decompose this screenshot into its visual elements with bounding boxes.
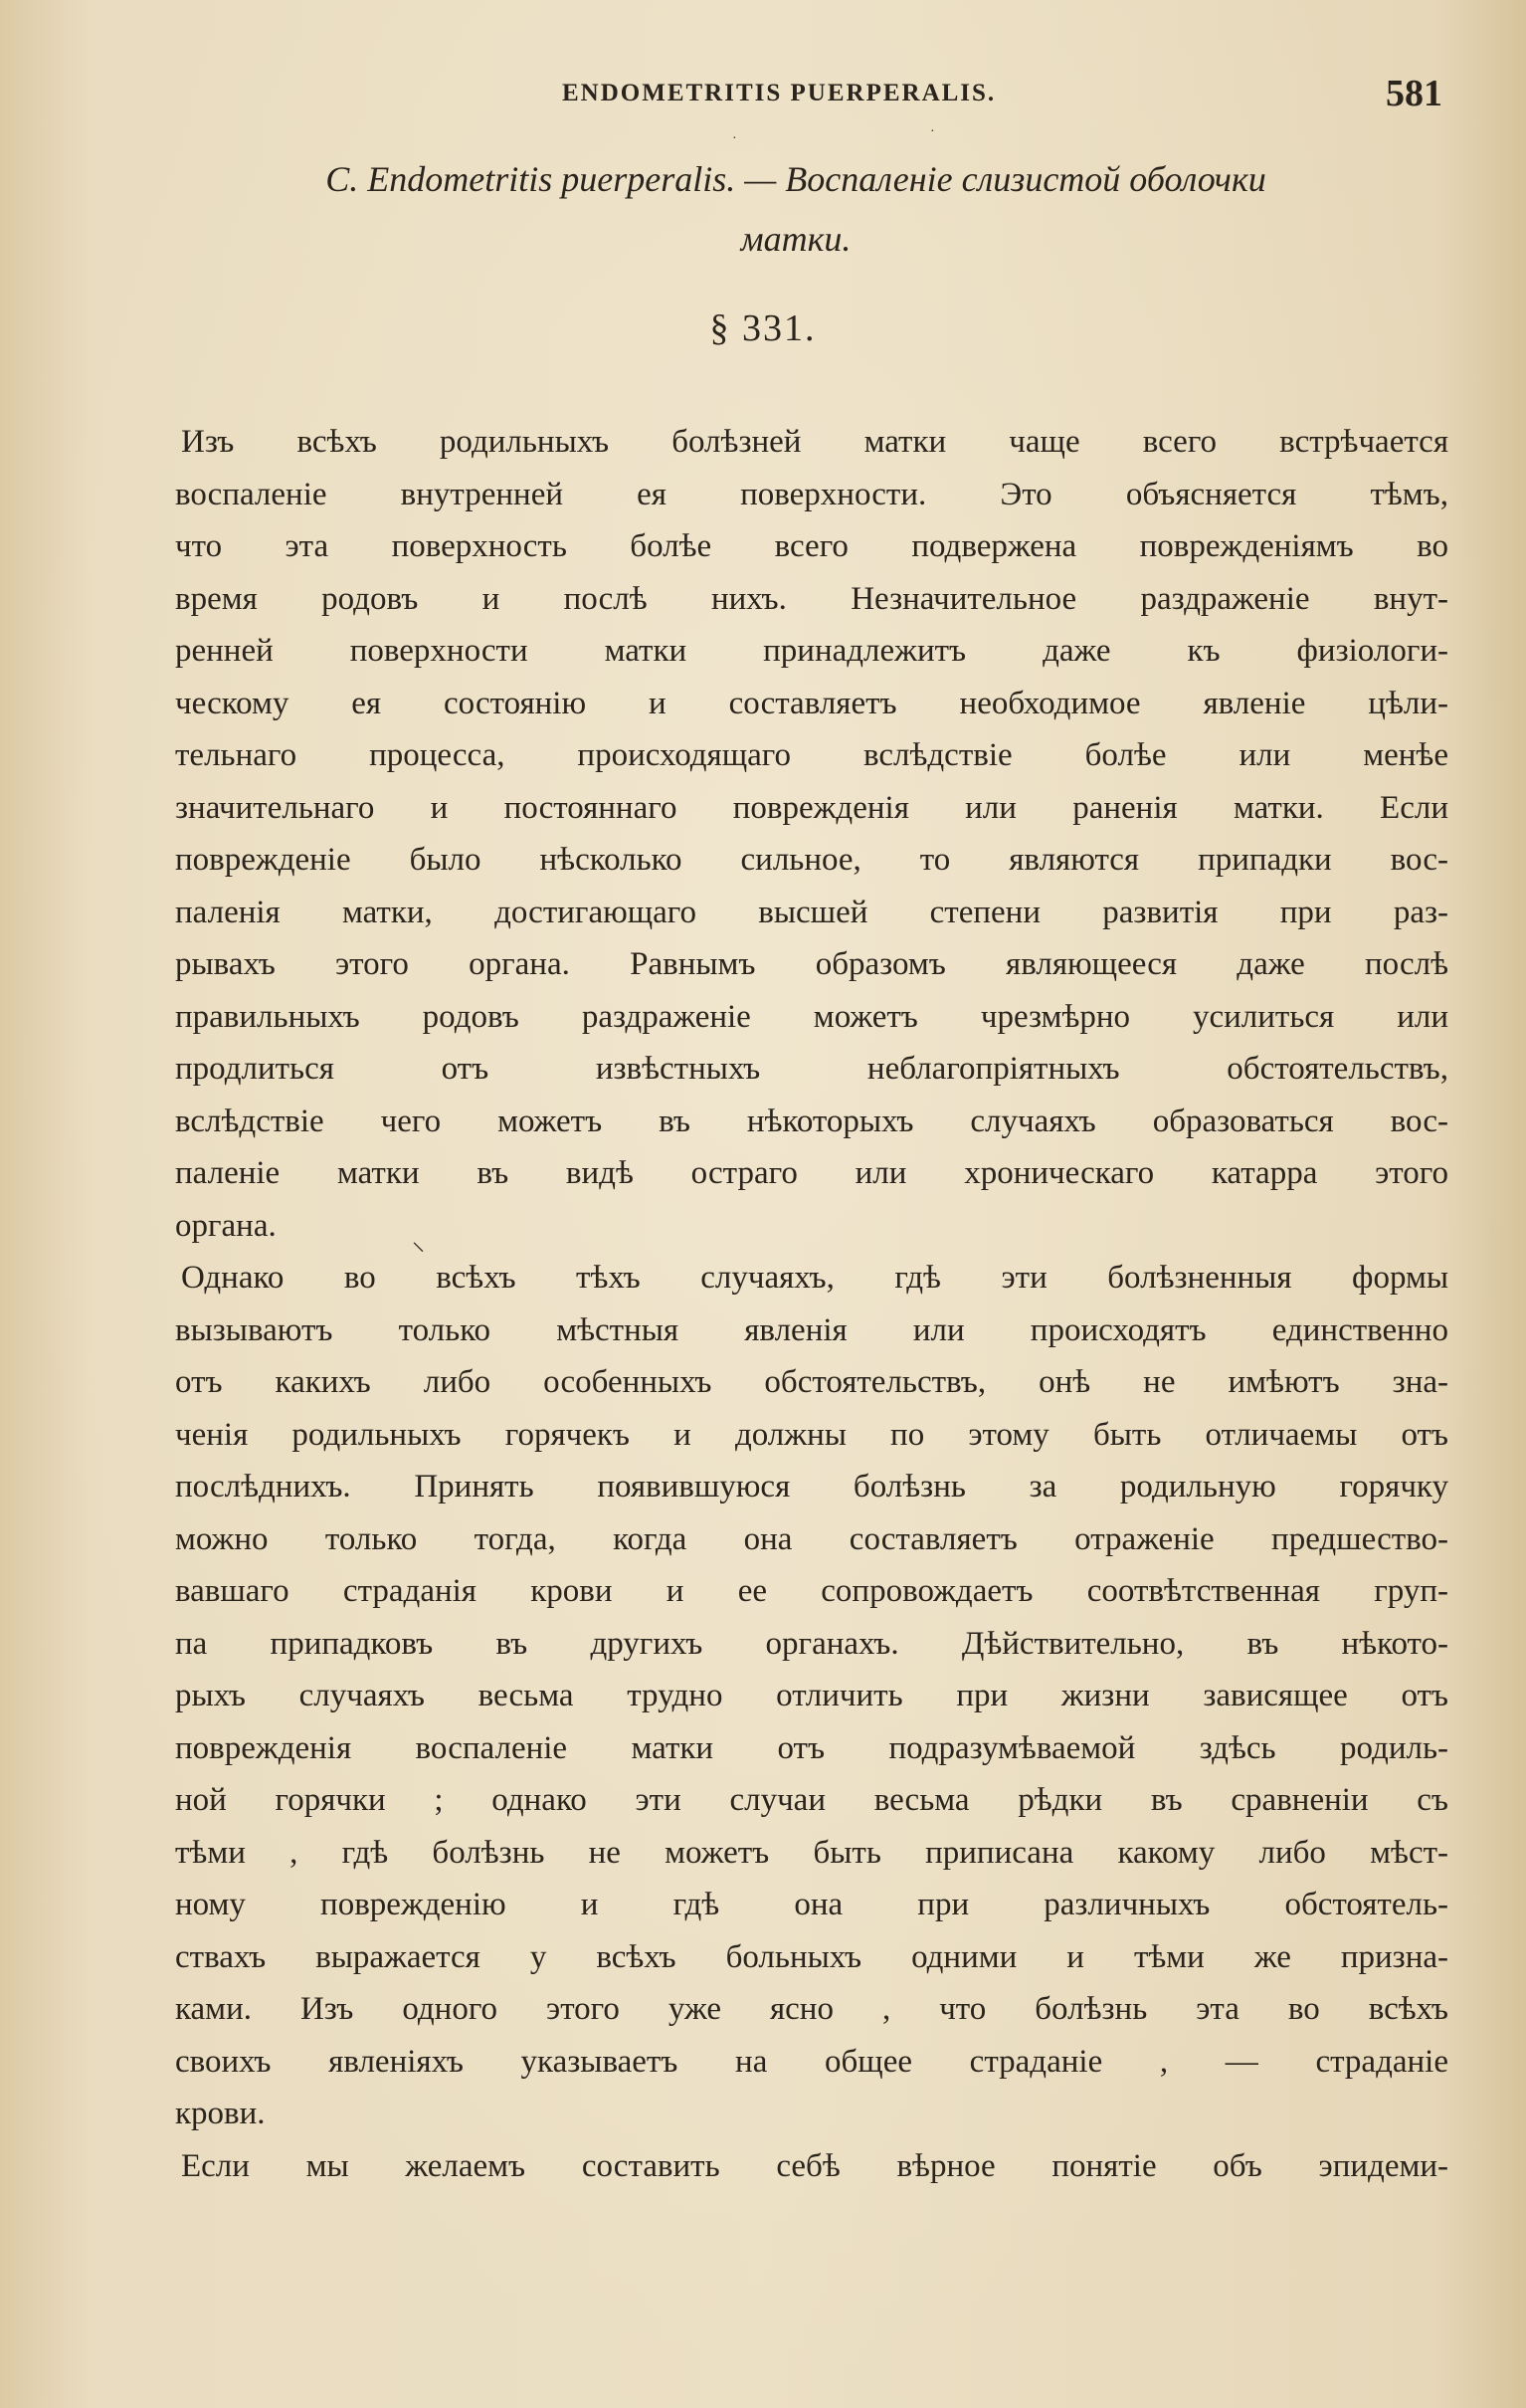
text-line: время родовъ и послѣ нихъ. Незначительное раздраженіе внут- [175,580,1448,617]
text-line: поврежденіе было нѣсколько сильное, то являются припадки вос- [175,842,1448,878]
running-title: ENDOMETRITIS PUERPERALIS. [562,80,997,106]
ink-speck: · [930,124,935,139]
text-line: отъ какихъ либо особенныхъ обстоятельствъ, онѣ не имѣютъ зна- [175,1364,1448,1400]
text-line: крови. [175,2096,266,2131]
text-line: рыхъ случаяхъ весьма трудно отличить при жизни зависящее отъ [175,1678,1448,1713]
text-line: воспаленіе внутренней ея поверхности. Это объясняется тѣмъ, [175,476,1448,512]
paragraph-3 [175,2140,1448,2193]
ink-speck: · [732,131,737,146]
section-heading-line-1: C. Endometritis puerperalis. — Воспаленіе слизистой оболочки [325,159,1266,199]
text-line: своихъ явленіяхъ указываетъ на общее страданіе , — страданіе [175,2043,1448,2080]
text-line: тѣми , гдѣ болѣзнь не можетъ быть приписана какому либо мѣст- [175,1834,1448,1871]
text-line: органа. [175,1207,277,1244]
body-text [175,416,1448,2192]
paragraph-1 [175,416,1448,1252]
page-number: 581 [1386,73,1442,114]
text-line: ренней поверхности матки принадлежитъ даже къ физіологи- [175,633,1448,669]
text-line: значительнаго и постояннаго поврежденія или раненія матки. Если [175,789,1448,826]
text-line: вслѣдствіе чего можетъ въ нѣкоторыхъ случаяхъ образоваться вос- [175,1103,1448,1139]
section-heading [129,149,1462,269]
text-line: ному поврежденію и гдѣ она при различныхъ обстоятель- [175,1887,1448,1922]
text-line: поврежденія воспаленіе матки отъ подразумѣваемой здѣсь родиль- [175,1729,1448,1766]
ink-mark: ⸜ [412,1227,426,1256]
text-line: что эта поверхность болѣе всего подвержена поврежденіямъ во [175,528,1448,564]
section-heading-line-2: матки. [740,219,852,259]
text-line: тельнаго процесса, происходящаго вслѣдствіе болѣе или менѣе [175,737,1448,773]
text-line: Однако во всѣхъ тѣхъ случаяхъ, гдѣ эти болѣзненныя формы [181,1260,1448,1296]
text-line: ствахъ выражается у всѣхъ больныхъ одними и тѣми же призна- [175,1938,1448,1975]
text-line: паленіе матки въ видѣ остраго или хроническаго катарра этого [175,1155,1448,1191]
text-line: ками. Изъ одного этого уже ясно , что болѣзнь эта во всѣхъ [175,1991,1448,2027]
text-line: можно только тогда, когда она составляетъ отраженіе предшество- [175,1520,1448,1557]
text-line: Изъ всѣхъ родильныхъ болѣзней матки чаще всего встрѣчается [181,424,1448,460]
text-line: послѣднихъ. Принять появившуюся болѣзнь за родильную горячку [175,1469,1448,1505]
text-line: па припадковъ въ другихъ органахъ. Дѣйствительно, въ нѣкото- [175,1625,1448,1662]
text-line: вавшаго страданія крови и ее сопровождаетъ соотвѣтственная груп- [175,1573,1448,1609]
paragraph-2 [175,1252,1448,2140]
text-line: ческому ея состоянію и составляетъ необходимое явленіе цѣли- [175,685,1448,721]
paragraph-number: § 331. [709,307,817,349]
text-line: рывахъ этого органа. Равнымъ образомъ являющееся даже послѣ [175,946,1448,982]
text-line: ной горячки ; однако эти случаи весьма рѣдки въ сравненіи съ [175,1782,1448,1818]
text-line: правильныхъ родовъ раздраженіе можетъ чрезмѣрно усилиться или [175,998,1448,1035]
text-line: вызываютъ только мѣстныя явленія или происходятъ единственно [175,1311,1448,1348]
text-line: паленія матки, достигающаго высшей степени развитія при раз- [175,894,1448,930]
text-line: ченія родильныхъ горячекъ и должны по этому быть отличаемы отъ [175,1416,1448,1453]
text-line: продлиться отъ извѣстныхъ неблагопріятныхъ обстоятельствъ, [175,1051,1448,1087]
page-header [169,72,1442,121]
text-line: Если мы желаемъ составить себѣ вѣрное понятіе объ эпидеми- [181,2147,1448,2184]
